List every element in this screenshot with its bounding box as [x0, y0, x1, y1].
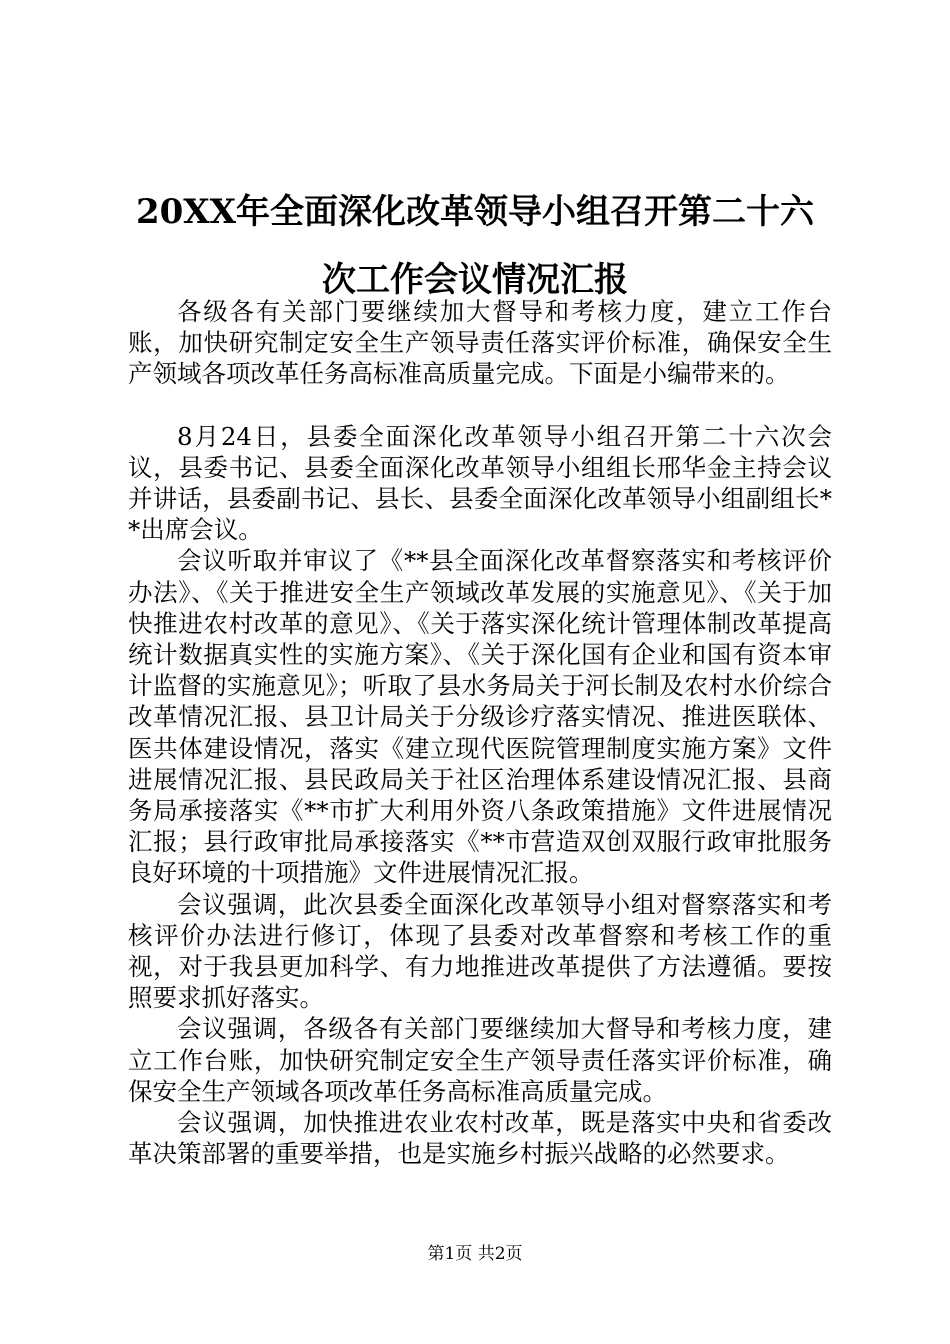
- paragraph-emphasis-rural-reform: 会议强调，加快推进农业农村改革，既是落实中央和省委改革决策部署的重要举措，也是实施乡村振兴战略的必然要求。: [128, 1108, 832, 1169]
- paragraph-emphasis-supervision: 会议强调，此次县委全面深化改革领导小组对督察落实和考核评价办法进行修订，体现了县委对改革督察和考核工作的重视，对于我县更加科学、有力地推进改革提供了方法遵循。要按照要求抓好落实。: [128, 889, 832, 1013]
- title-line-1: 20XX年全面深化改革领导小组召开第二十六: [135, 192, 815, 232]
- paragraph-intro: 各级各有关部门要继续加大督导和考核力度，建立工作台账，加快研究制定安全生产领导责任落实评价标准，确保安全生产领域各项改革任务高标准高质量完成。下面是小编带来的。: [128, 297, 832, 389]
- document-body: [128, 296, 832, 1169]
- page-number: 第1页 共2页: [427, 1244, 523, 1264]
- title-line-2: 次工作会议情况汇报: [322, 260, 628, 300]
- paragraph-meeting-date: 8月24日，县委全面深化改革领导小组召开第二十六次会议，县委书记、县委全面深化改革领导小组组长邢华金主持会议并讲话，县委副书记、县长、县委全面深化改革领导小组副组长**出席会议。: [128, 421, 832, 545]
- paragraph-reviewed-documents: 会议听取并审议了《**县全面深化改革督察落实和考核评价办法》、《关于推进安全生产领域改革发展的实施意见》、《关于加快推进农村改革的意见》、《关于落实深化统计管理体制改革提高统计数据真实性的实施方案》、《关于深化国有企业和国有资本审计监督的实施意见》；听取了县水务局关于河长制及农村水价综合改革情况汇报、县卫计局关于分级诊疗落实情况、推进医联体、医共体建设情况，落实《建立现代医院管理制度实施方案》文件进展情况汇报、县民政局关于社区治理体系建设情况汇报、县商务局承接落实《**市扩大利用外资八条政策措施》文件进展情况汇报；县行政审批局承接落实《**市营造双创双服行政审批服务良好环境的十项措施》文件进展情况汇报。: [128, 546, 832, 888]
- document-title: [120, 178, 830, 314]
- paragraph-emphasis-safety: 会议强调，各级各有关部门要继续加大督导和考核力度，建立工作台账，加快研究制定安全生产领导责任落实评价标准，确保安全生产领域各项改革任务高标准高质量完成。: [128, 1014, 832, 1106]
